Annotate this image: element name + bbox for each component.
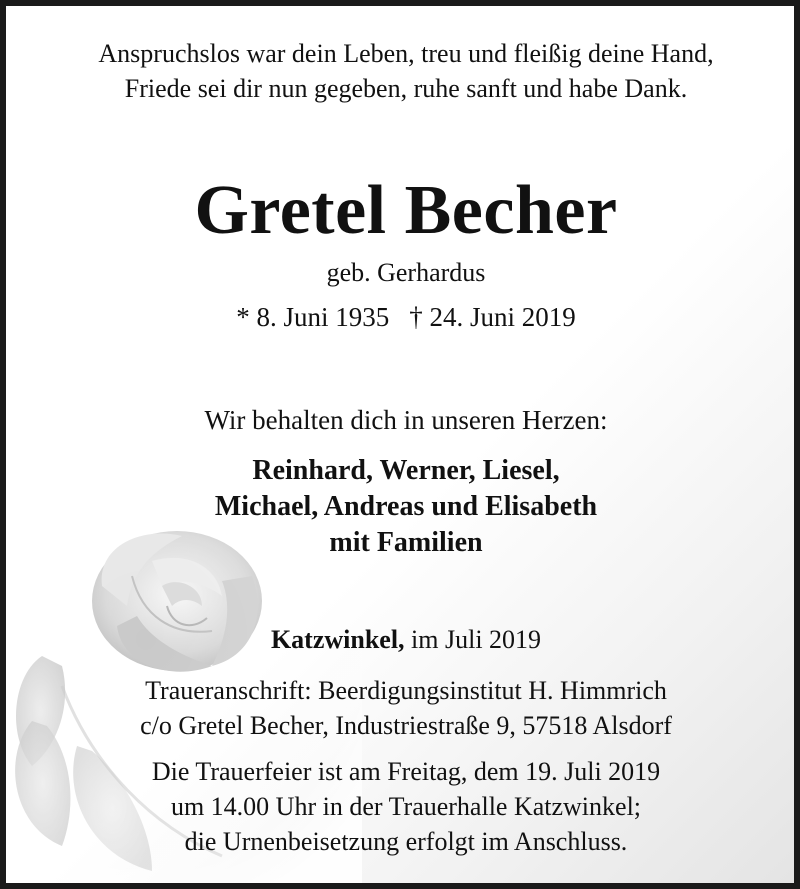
- quote-line-1: Anspruchslos war dein Leben, treu und fleißig deine Hand,: [98, 39, 714, 68]
- funeral-service-info: [6, 754, 800, 859]
- mourners-line-3: mit Familien: [329, 527, 483, 558]
- life-dates: [6, 300, 800, 334]
- service-line-1: Die Trauerfeier ist am Freitag, dem 19. Juli 2019: [151, 757, 661, 786]
- poem-quote: [6, 36, 800, 106]
- birth-name: geb. Gerhardus: [326, 258, 486, 287]
- address-line-1: Traueranschrift: Beerdigungsinstitut H. Himmrich: [145, 676, 667, 705]
- mourners-line-2: Michael, Andreas und Elisabeth: [214, 491, 598, 522]
- quote-line-2: Friede sei dir nun gegeben, ruhe sanft und habe Dank.: [124, 74, 688, 103]
- address-line-2: c/o Gretel Becher, Industriestraße 9, 57518 Alsdorf: [140, 711, 672, 740]
- mourners-list: [6, 453, 800, 561]
- place-date: [6, 623, 800, 657]
- place-name: Katzwinkel,: [270, 625, 405, 654]
- deceased-name: Gretel Becher: [194, 172, 618, 249]
- death-date: † 24. Juni 2019: [409, 302, 576, 332]
- birth-date: * 8. Juni 1935: [236, 302, 390, 332]
- announcement-date: im Juli 2019: [404, 625, 542, 654]
- service-line-3: die Urnenbeisetzung erfolgt im Anschluss.: [184, 827, 628, 856]
- mourning-address: [6, 673, 800, 743]
- mourners-line-1: Reinhard, Werner, Liesel,: [252, 455, 560, 486]
- remembrance-line: Wir behalten dich in unseren Herzen:: [204, 405, 608, 435]
- service-line-2: um 14.00 Uhr in der Trauerhalle Katzwinkel;: [170, 792, 642, 821]
